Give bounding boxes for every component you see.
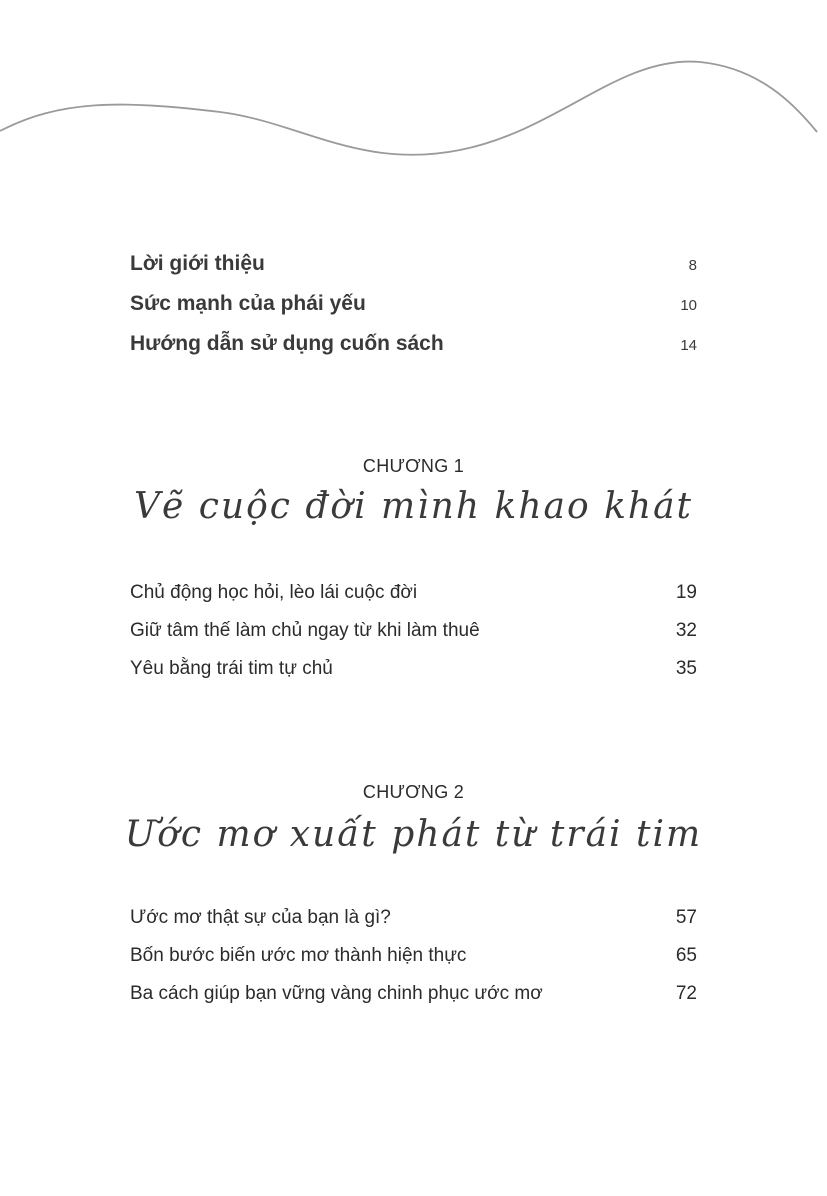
toc-entry-page: 57 (675, 907, 697, 928)
toc-entry-title: Giữ tâm thế làm chủ ngay từ khi làm thuê (130, 620, 480, 641)
toc-row-chapter-2[interactable] (130, 945, 697, 967)
toc-entry-title: Bốn bước biến ước mơ thành hiện thực (130, 945, 467, 966)
toc-row-intro[interactable] (130, 292, 697, 316)
toc-row-chapter-1[interactable] (130, 658, 697, 680)
toc-entry-title: Ba cách giúp bạn vững vàng chinh phục ước mơ (130, 983, 543, 1004)
toc-entry-title: Hướng dẫn sử dụng cuốn sách (130, 332, 444, 355)
toc-entry-title: Lời giới thiệu (130, 252, 265, 275)
toc-entry-page: 19 (675, 582, 697, 603)
toc-entry-title: Chủ động học hỏi, lèo lái cuộc đời (130, 582, 418, 603)
toc-entry-title: Sức mạnh của phái yếu (130, 292, 366, 315)
toc-entry-title: Yêu bằng trái tim tự chủ (130, 658, 333, 679)
toc-row-chapter-1[interactable] (130, 582, 697, 604)
toc-row-intro[interactable] (130, 332, 697, 356)
chapter-title: Ước mơ xuất phát từ trái tim (124, 814, 703, 855)
toc-entry-page: 32 (675, 620, 697, 641)
toc-entry-page: 72 (675, 983, 697, 1004)
toc-entry-page: 35 (675, 658, 697, 679)
chapter-title: Vẽ cuộc đời mình khao khát (133, 486, 694, 527)
toc-entry-page: 14 (680, 337, 697, 354)
decorative-wave-line (0, 0, 827, 200)
toc-row-chapter-2[interactable] (130, 983, 697, 1005)
toc-row-chapter-1[interactable] (130, 620, 697, 642)
toc-row-chapter-2[interactable] (130, 907, 697, 929)
toc-entry-page: 10 (680, 297, 697, 314)
toc-row-intro[interactable] (130, 252, 697, 276)
toc-entry-title: Ước mơ thật sự của bạn là gì? (130, 907, 391, 928)
toc-entry-page: 8 (688, 257, 697, 274)
chapter-label: CHƯƠNG 1 (362, 456, 465, 476)
chapter-label: CHƯƠNG 2 (362, 782, 465, 802)
toc-entry-page: 65 (675, 945, 697, 966)
